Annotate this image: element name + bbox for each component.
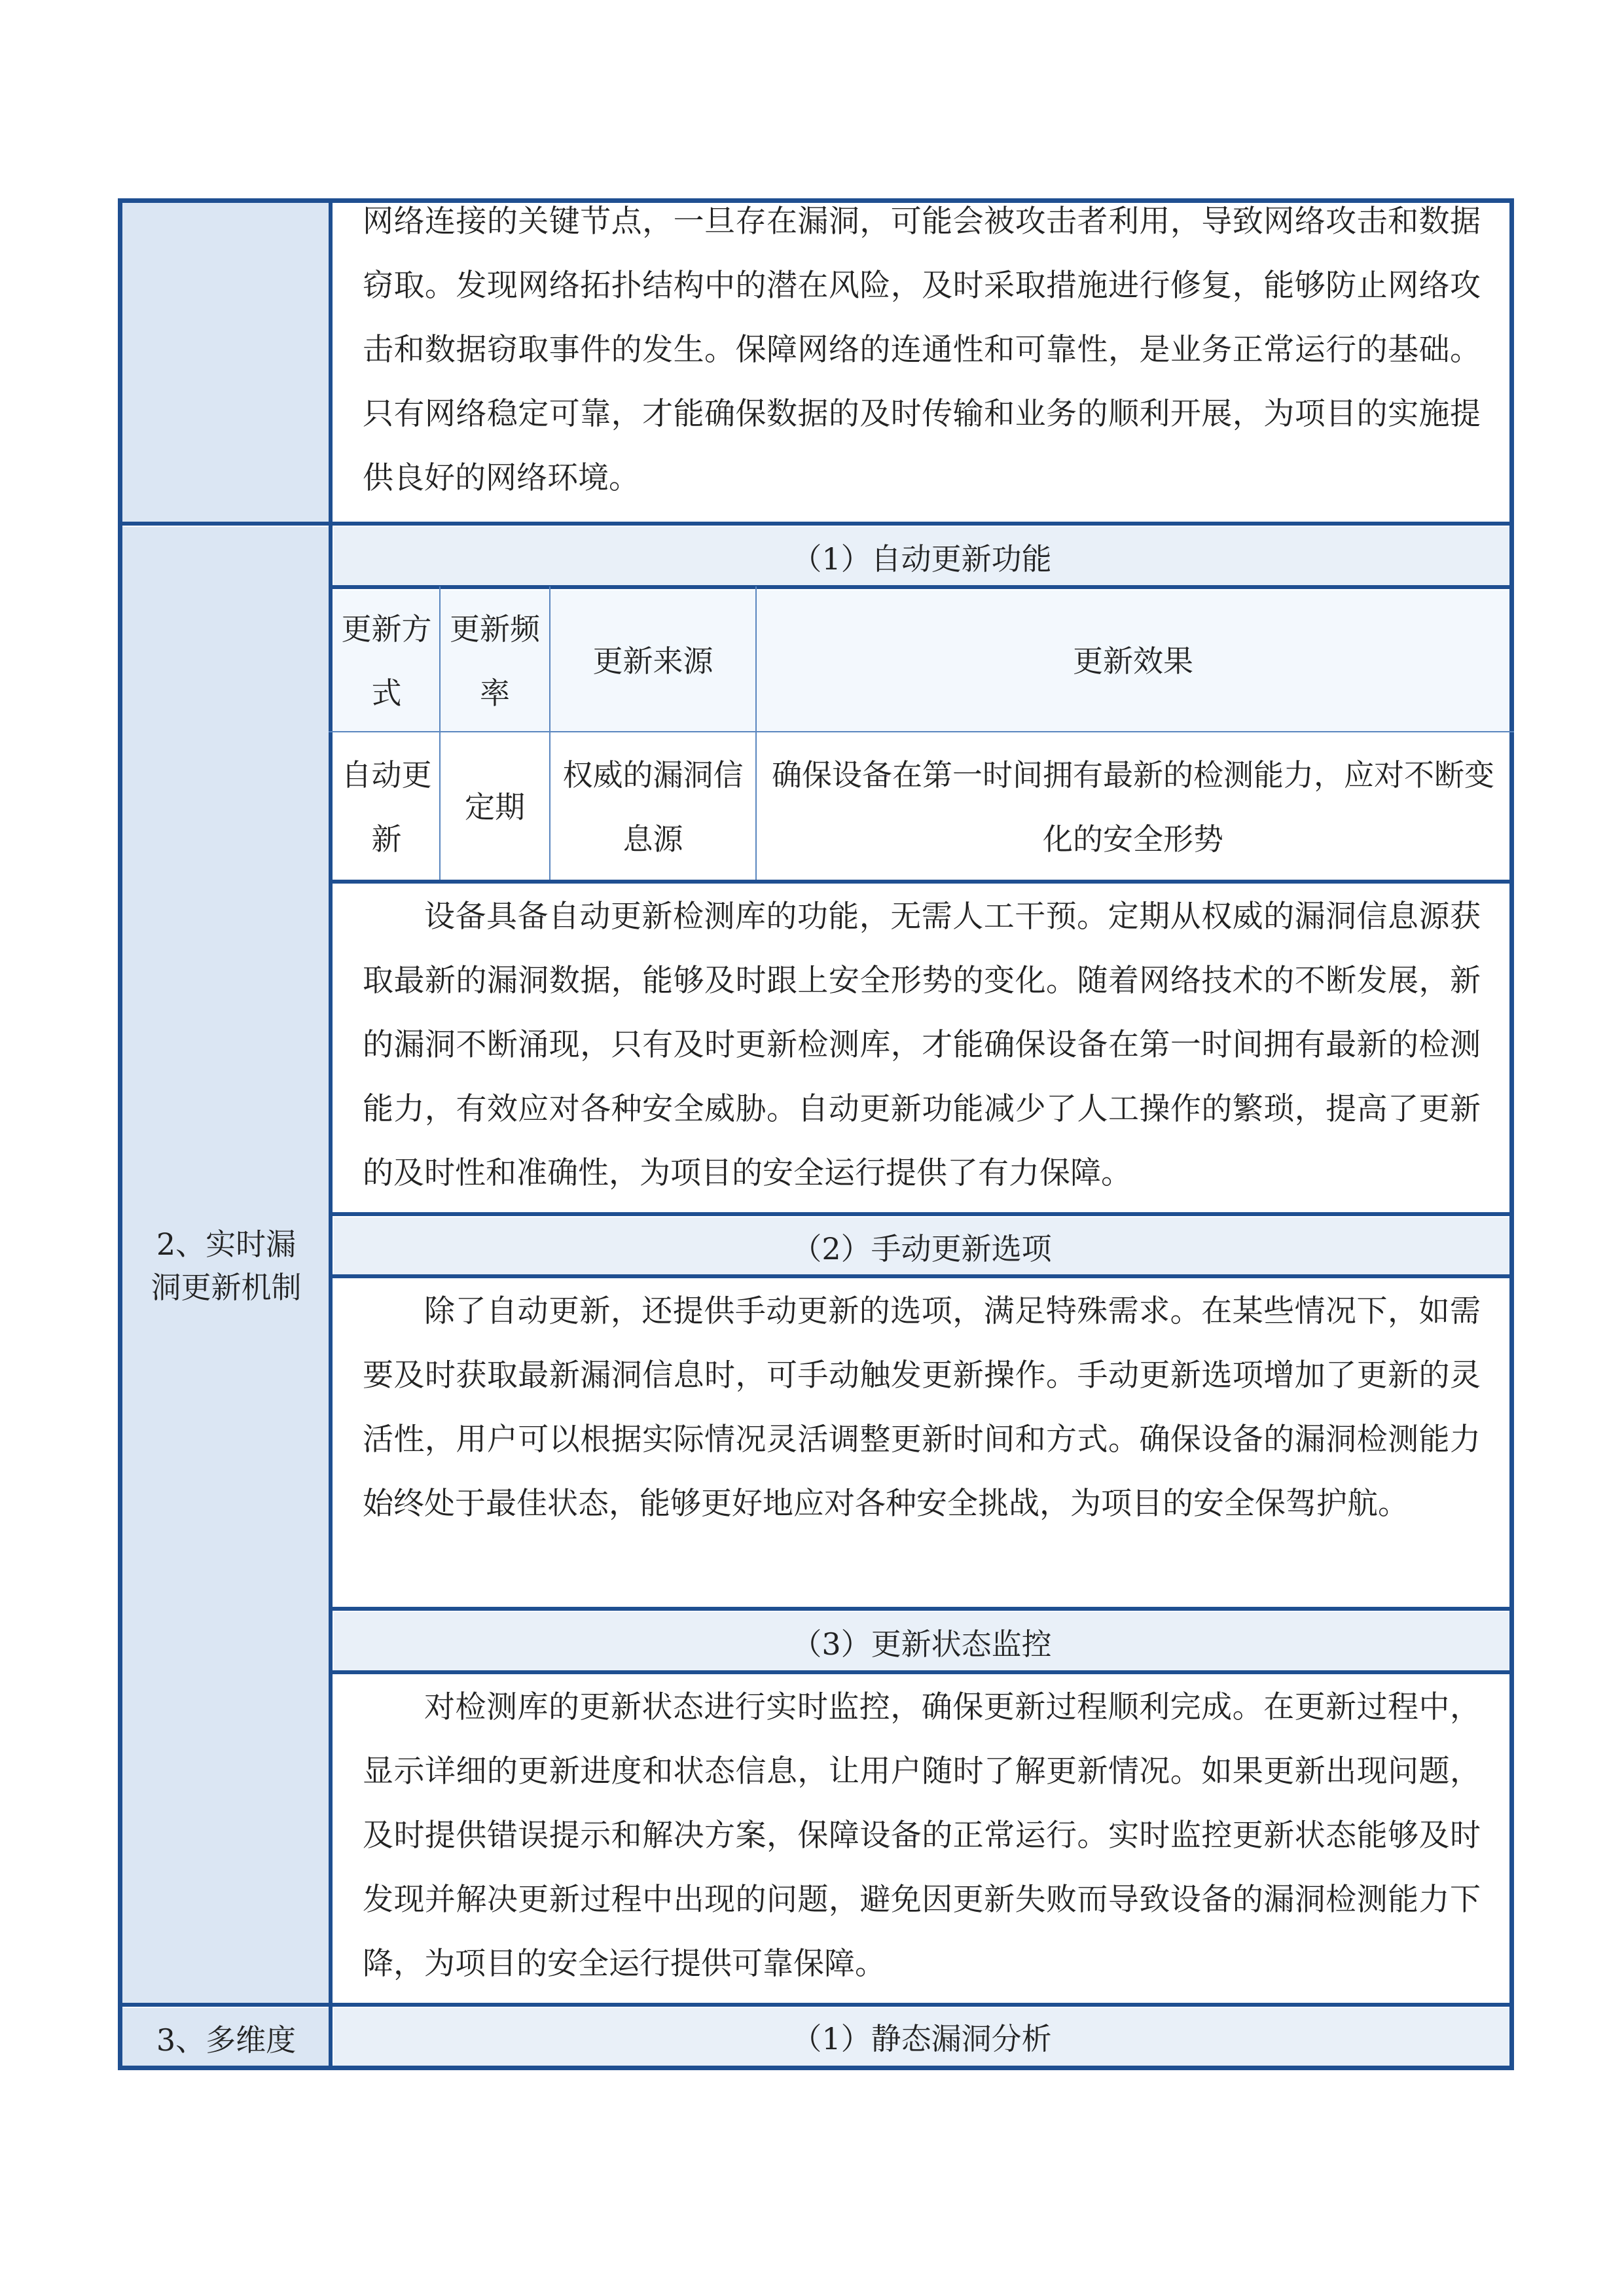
update-monitoring-paragraph: 对检测库的更新状态进行实时监控，确保更新过程顺利完成。在更新过程中，显示详细的更新进度和状态信息，让用户随时了解更新情况。如果更新出现问题，及时提供错误提示和解决方案，保障设备的正常运行。实时监控更新状态能够及时发现并解决更新过程中出现的问题，避免因更新失败而导致设备的漏洞检测能力下降，为项目的安全运行提供可靠保障。: [363, 1689, 1481, 1982]
section-header-title: （2）手动更新选项: [791, 1230, 1052, 1266]
table-cell: 权威的漏洞信息源: [562, 757, 744, 857]
row-divider: [329, 585, 1514, 589]
row-divider: [329, 1212, 1514, 1216]
table-cell: 自动更新: [341, 757, 432, 857]
section-header-title: （1）静态漏洞分析: [791, 2021, 1052, 2056]
table-frame: [118, 198, 1514, 2070]
row-divider: [329, 731, 1514, 732]
row-divider: [329, 1274, 1514, 1278]
table-header-cell: 更新方式: [334, 590, 439, 732]
manual-update-paragraph: 除了自动更新，还提供手动更新的选项，满足特殊需求。在某些情况下，如需要及时获取最新漏洞信息时，可手动触发更新操作。手动更新选项增加了更新的灵活性，用户可以根据实际情况灵活调整更新时间和方式。确保设备的漏洞检测能力始终处于最佳状态，能够更好地应对各种安全挑战，为项目的安全保驾护航。: [363, 1293, 1481, 1522]
row-divider: [118, 522, 1514, 526]
row-divider: [118, 2003, 1514, 2007]
table-header-cell: 更新来源: [550, 590, 755, 732]
column-divider: [439, 586, 441, 881]
section-header-title: （1）自动更新功能: [791, 541, 1052, 577]
column-divider: [329, 198, 333, 2070]
section-header-title: （3）更新状态监控: [791, 1626, 1052, 1662]
row-divider: [329, 1670, 1514, 1674]
row1-paragraph: 网络连接的关键节点，一旦存在漏洞，可能会被攻击者利用，导致网络攻击和数据窃取。发现网络拓扑结构中的潜在风险，及时采取措施进行修复，能够防止网络攻击和数据窃取事件的发生。保障网络的连通性和可靠性，是业务正常运行的基础。只有网络稳定可靠，才能确保数据的及时传输和业务的顺利开展，为项目的实施提供良好的网络环境。: [363, 204, 1481, 496]
section2-label: 2、实时漏洞更新机制: [151, 1226, 302, 1305]
table-header-cell: 更新效果: [757, 590, 1509, 732]
auto-update-paragraph: 设备具备自动更新检测库的功能，无需人工干预。定期从权威的漏洞信息源获取最新的漏洞数据，能够及时跟上安全形势的变化。随着网络技术的不断发展，新的漏洞不断涌现，只有及时更新检测库，才能确保设备在第一时间拥有最新的检测能力，有效应对各种安全威胁。自动更新功能减少了人工操作的繁琐，提高了更新的及时性和准确性，为项目的安全运行提供了有力保障。: [363, 899, 1481, 1191]
row-divider: [329, 880, 1514, 884]
table-cell: 确保设备在第一时间拥有最新的检测能力，应对不断变化的安全形势: [772, 757, 1494, 857]
column-divider: [755, 586, 757, 881]
column-divider: [549, 586, 550, 881]
section3-label: 3、多维度: [156, 2022, 297, 2058]
table-header-cell: 更新频率: [441, 590, 549, 732]
row-divider: [329, 1607, 1514, 1611]
table-cell: 定期: [465, 789, 525, 825]
